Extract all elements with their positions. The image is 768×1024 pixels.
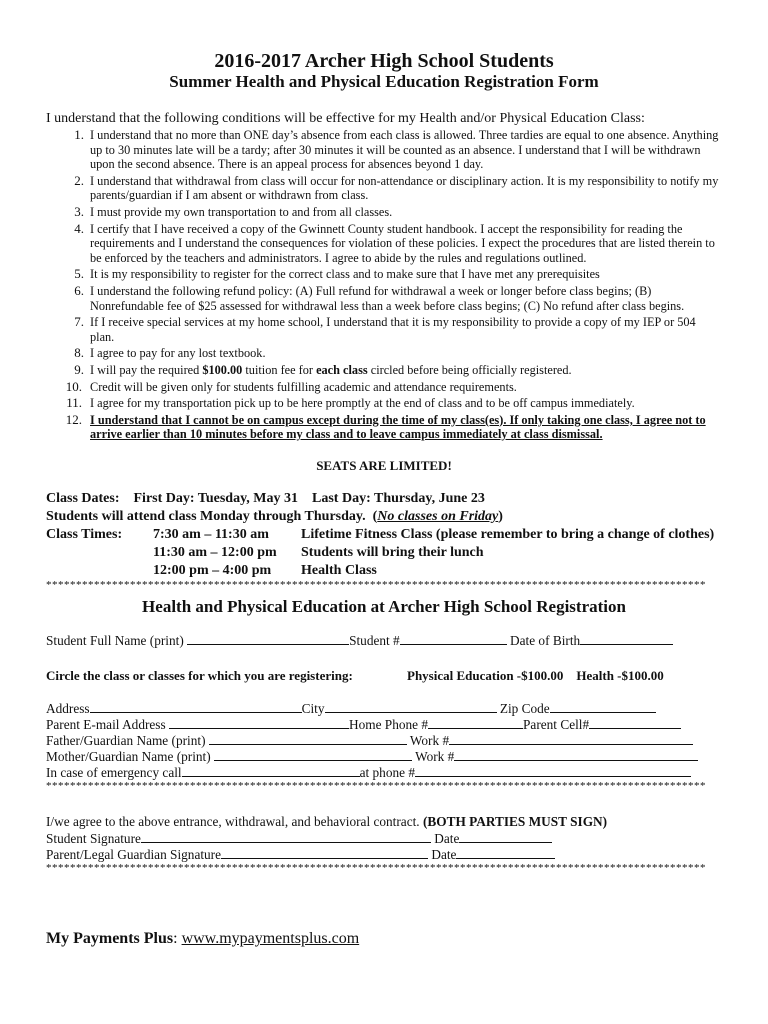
zip-field[interactable] [550, 700, 656, 713]
lunch-time: 11:30 am – 12:00 pm Students will bring their lunch [153, 545, 484, 560]
health-time: 12:00 pm – 4:00 pm Health Class [153, 563, 377, 578]
mother-work-field[interactable] [454, 748, 698, 761]
student-signature-field[interactable] [141, 830, 431, 843]
registration-title: Health and Physical Education at Archer High School Registration [142, 597, 626, 616]
student-signature-line: Student Signature Date [46, 830, 552, 847]
conditions-intro: I understand that the following conditions will be effective for my Health and/or Physical Education Class: [46, 111, 645, 126]
condition-item: 4. I certify that I have received a copy of the Gwinnett County student handbook. I accept the responsibility for reading the requirements and I understand the consequences for violation of these policies. I expect the procedures that are listed therein to be enforced by the teachers and administrators. I agree to abide by the rules and regulations outlined. [74, 220, 715, 265]
condition-item: 5. It is my responsibility to register for the correct class and to make sure that I have met any prerequisites [74, 266, 600, 282]
separator: ************************************************************************************************************** [46, 780, 706, 792]
condition-item: 8. I agree to pay for any lost textbook. [74, 345, 266, 361]
condition-item: 1. I understand that no more than ONE day’s absence from each class is allowed. Three tardies are equal to one absence. Anything up to 30 minutes late will be a tardy; after 30 minutes it will be counted as an absence. I understand that I will be withdrawn upon the second absence. There is an appeal process for absences beyond 1 day. [74, 127, 719, 172]
emergency-contact-field[interactable] [182, 764, 360, 777]
class-fees [407, 668, 664, 684]
class-dates: Class Dates: First Day: Tuesday, May 31 Last Day: Thursday, June 23 [46, 491, 485, 506]
condition-item: 11. I agree for my transportation pick up to be here promptly at the end of class and to be off campus immediately. [66, 395, 635, 411]
condition-item: 3. I must provide my own transportation to and from all classes. [74, 203, 393, 219]
separator: ************************************************************************************************************** [46, 862, 706, 874]
parent-signature-line: Parent/Legal Guardian Signature Date [46, 846, 555, 863]
form-subtitle: Summer Health and Physical Education Registration Form [169, 72, 599, 91]
student-info-line: Student Full Name (print) Student # Date of Birth [46, 632, 673, 649]
address-line: Address City Zip Code [46, 700, 656, 717]
condition-item: 10. Credit will be given only for students fulfilling academic and attendance requirements. [65, 378, 517, 394]
father-work-field[interactable] [449, 732, 693, 745]
separator: ************************************************************************************************************** [46, 579, 706, 591]
condition-item: 2. I understand that withdrawal from class will occur for non-attendance or disciplinary action. It is my responsibility to notify my parents/guardian if I am absent or withdrawn from class. [74, 172, 719, 203]
emergency-line: In case of emergency call at phone # [46, 764, 691, 781]
condition-item: 9. I will pay the required $100.00 tuition fee for each class circled before being officially registered. [74, 361, 572, 377]
pe-fee-option[interactable]: Physical Education -$100.00 [407, 668, 564, 683]
health-fee-option[interactable]: Health -$100.00 [576, 668, 664, 683]
parent-signature-field[interactable] [221, 846, 428, 859]
mother-name-field[interactable] [214, 748, 412, 761]
mother-line: Mother/Guardian Name (print) Work # [46, 748, 698, 765]
condition-item: 12. I understand that I cannot be on campus except during the time of my class(es). If only taking one class, I agree not to arrive earlier than 10 minutes before my class and to leave campus immediately at class dismissal. [65, 411, 706, 442]
email-phone-line: Parent E-mail Address Home Phone # Parent Cell# [46, 716, 681, 733]
father-line: Father/Guardian Name (print) Work # [46, 732, 693, 749]
payment-link[interactable]: www.mypaymentsplus.com [181, 930, 360, 947]
seats-limited-notice: SEATS ARE LIMITED! [316, 458, 452, 473]
circle-class-prompt: Circle the class or classes for which you are registering: [46, 668, 353, 683]
student-number-field[interactable] [400, 632, 507, 645]
city-field[interactable] [325, 700, 497, 713]
class-times: Class Times: 7:30 am – 11:30 am Lifetime Fitness Class (please remember to bring a change of clothes) [46, 527, 715, 542]
student-name-field[interactable] [187, 632, 349, 645]
home-phone-field[interactable] [428, 716, 523, 729]
dob-field[interactable] [580, 632, 673, 645]
condition-item: 7. If I receive special services at my home school, I understand that it is my responsibility to provide a copy of my IEP or 504 plan. [74, 314, 696, 344]
father-name-field[interactable] [209, 732, 407, 745]
parent-email-field[interactable] [169, 716, 349, 729]
parent-cell-field[interactable] [589, 716, 681, 729]
condition-item: 6. I understand the following refund policy: (A) Full refund for withdrawal a week or longer before class begins; (B) Nonrefundable fee of $25 assessed for withdrawal less than a week before class begins; (C) No refund after class begins. [74, 282, 685, 313]
address-field[interactable] [90, 700, 302, 713]
student-date-field[interactable] [459, 830, 552, 843]
conditions-list [46, 128, 722, 444]
parent-date-field[interactable] [456, 846, 555, 859]
agreement-text: I/we agree to the above entrance, withdrawal, and behavioral contract. (BOTH PARTIES MUST SIGN) [46, 814, 608, 829]
attendance-days: Students will attend class Monday through Thursday. (No classes on Friday) [46, 509, 503, 524]
form-title: 2016-2017 Archer High School Students [214, 50, 554, 72]
payment-info: My Payments Plus: www.mypaymentsplus.com [46, 930, 360, 947]
emergency-phone-field[interactable] [415, 764, 691, 777]
